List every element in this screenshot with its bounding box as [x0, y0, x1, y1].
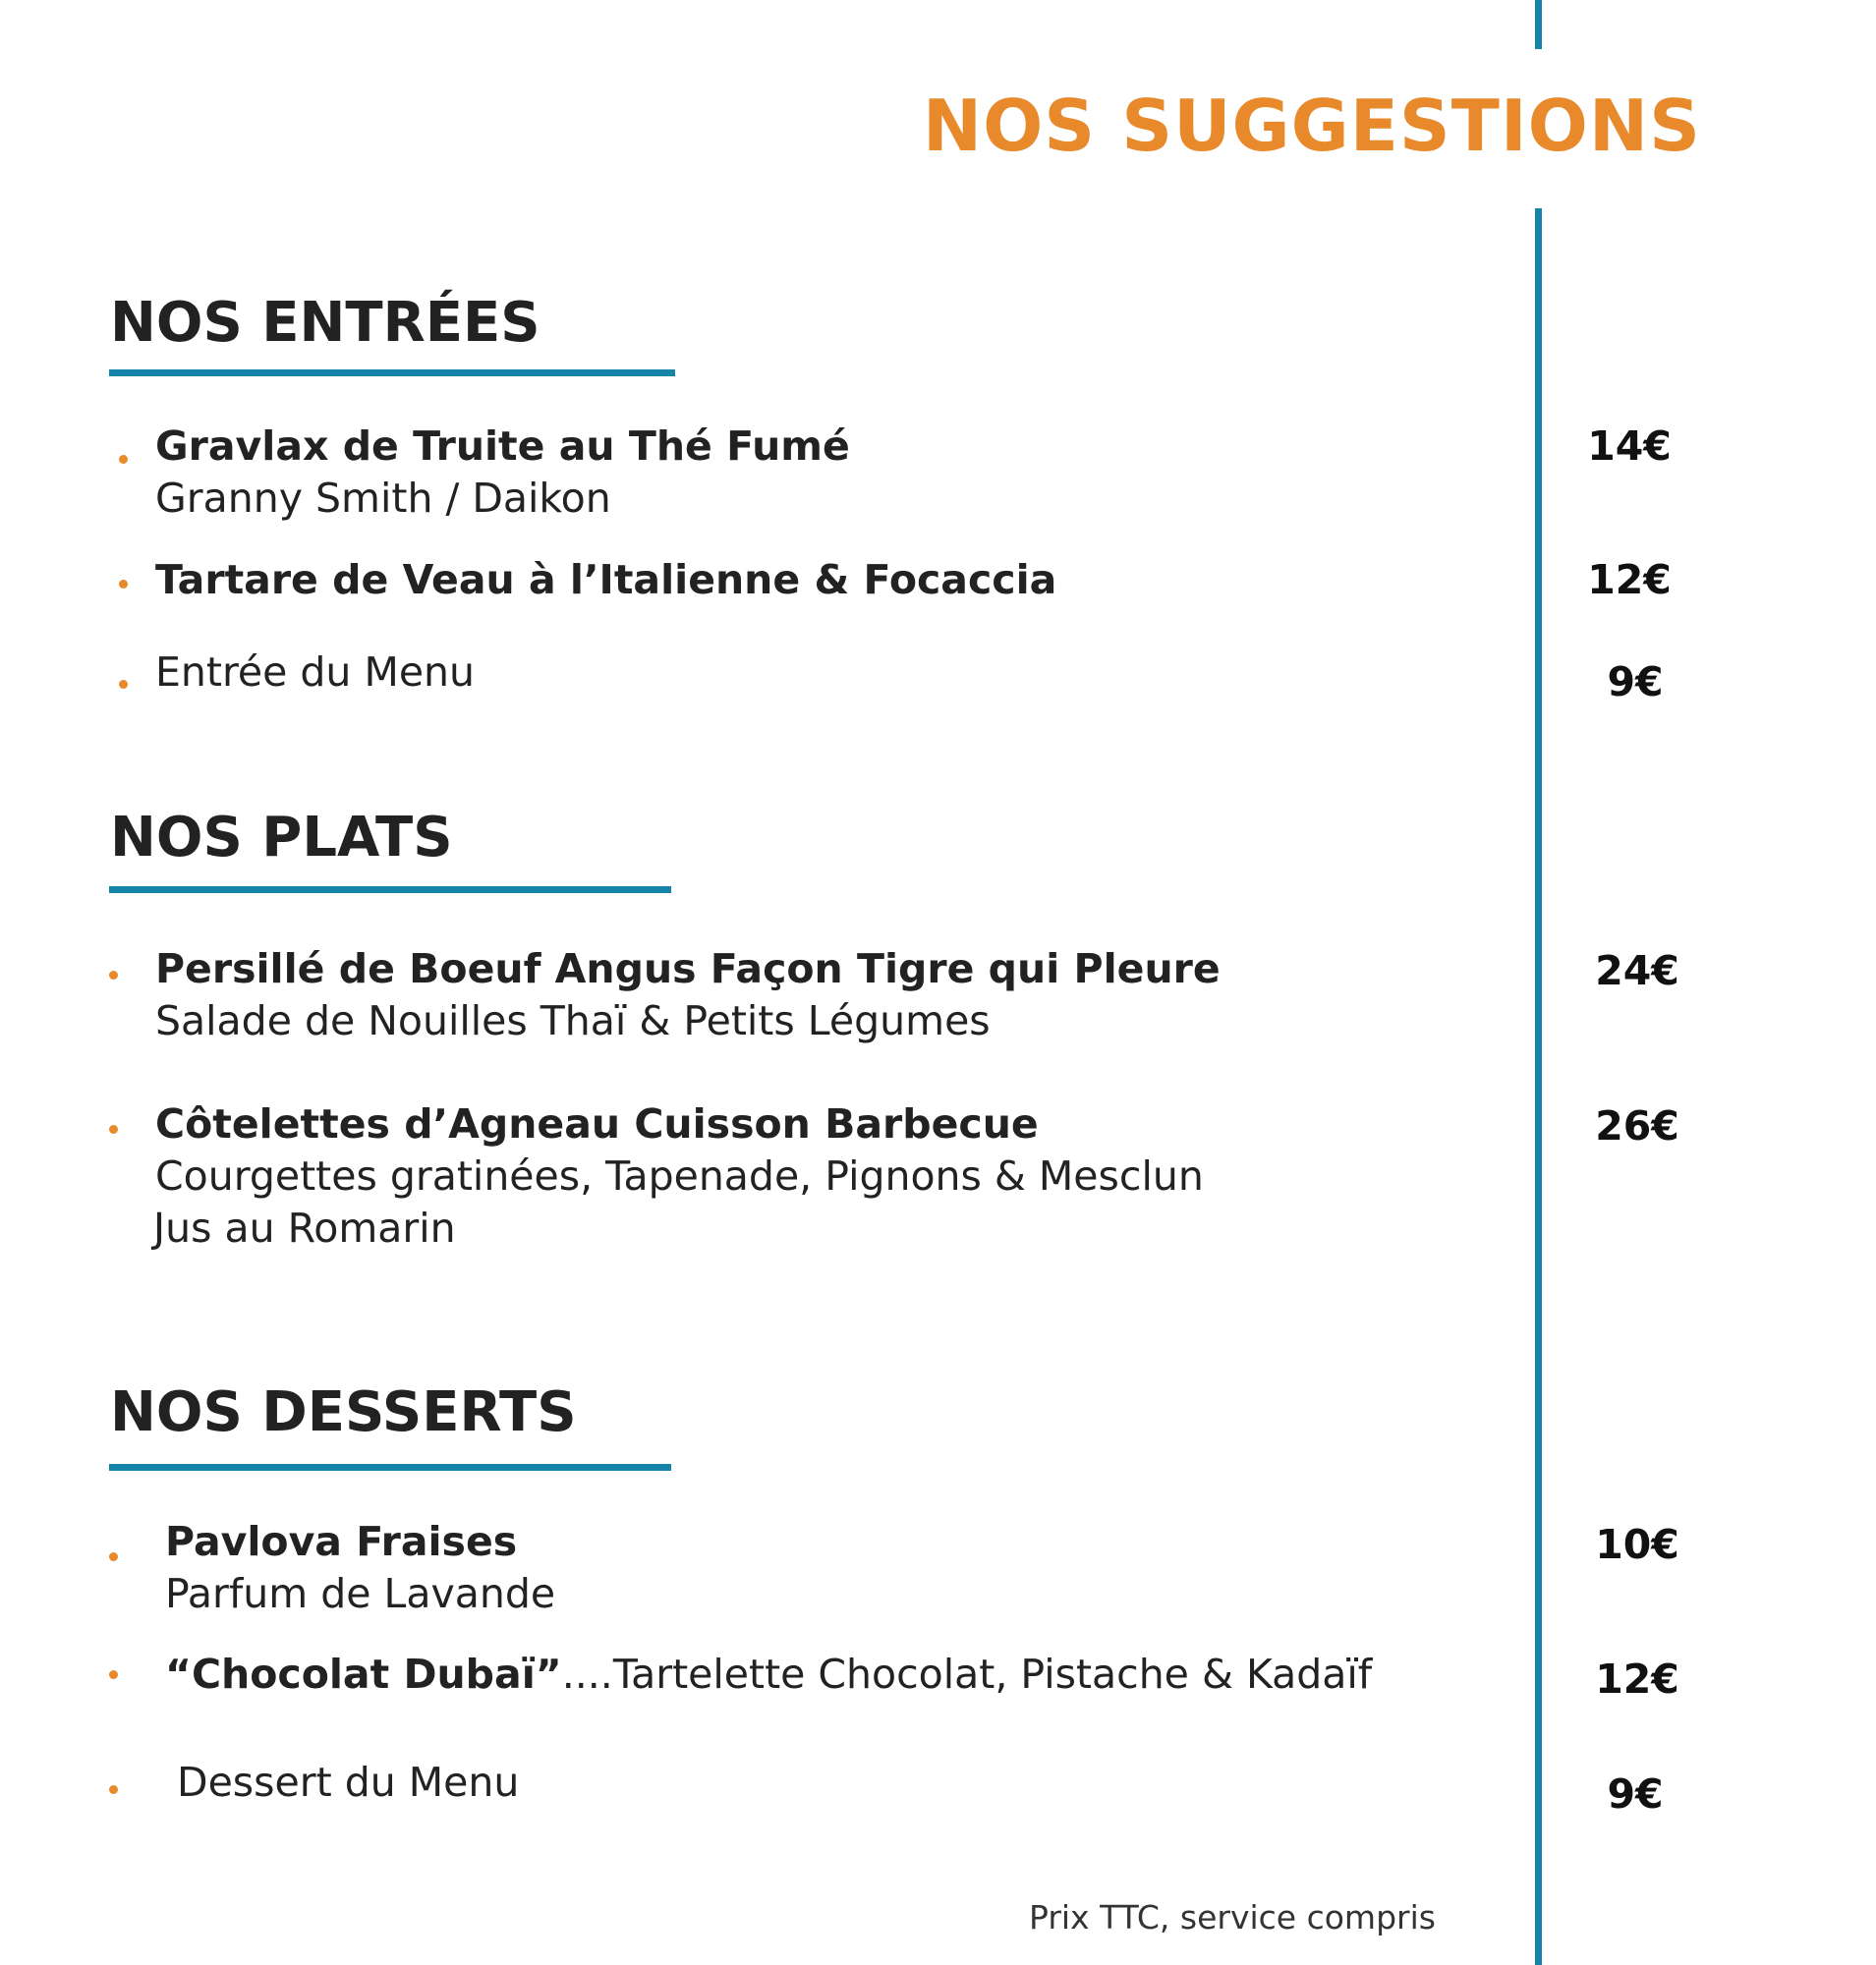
bullet-dot-icon: [109, 1670, 118, 1679]
item-price: 12€: [1587, 556, 1672, 603]
vertical-rule: [1535, 208, 1542, 1965]
item-price: 26€: [1595, 1102, 1679, 1150]
bullet-dot-icon: [109, 1552, 118, 1561]
bullet-dot-icon: [119, 680, 128, 689]
section-title-entrees: NOS ENTRÉES: [110, 291, 540, 355]
item-name: Entrée du Menu: [155, 648, 476, 696]
item-description: Courgettes gratinées, Tapenade, Pignons & Mesclun: [155, 1152, 1204, 1200]
item-description: ....Tartelette Chocolat, Pistache & Kadaïf: [561, 1651, 1373, 1698]
section-underline-entrees: [109, 369, 675, 376]
item-price: 9€: [1607, 658, 1664, 705]
bullet-dot-icon: [119, 455, 128, 464]
bullet-dot-icon: [109, 1125, 118, 1134]
item-price: 24€: [1595, 947, 1679, 994]
item-price: 10€: [1595, 1521, 1679, 1568]
item-name: Côtelettes d’Agneau Cuisson Barbecue: [155, 1100, 1039, 1148]
item-name-line: [165, 1651, 1372, 1698]
item-price: 9€: [1607, 1770, 1664, 1818]
section-underline-plats: [109, 886, 671, 893]
item-description: Granny Smith / Daikon: [155, 475, 611, 522]
bullet-dot-icon: [109, 1785, 118, 1794]
footer-note: Prix TTC, service compris: [1029, 1898, 1436, 1937]
item-name: Tartare de Veau à l’Italienne & Focaccia: [155, 556, 1057, 603]
item-name: Persillé de Boeuf Angus Façon Tigre qui Pleure: [155, 945, 1221, 992]
item-name: “Chocolat Dubaï”: [165, 1651, 562, 1698]
bullet-dot-icon: [119, 580, 128, 589]
page-title: NOS SUGGESTIONS: [922, 84, 1701, 167]
item-name: Gravlax de Truite au Thé Fumé: [155, 422, 850, 470]
item-name: Dessert du Menu: [177, 1759, 520, 1806]
item-description-2: Jus au Romarin: [153, 1205, 456, 1252]
section-underline-desserts: [109, 1464, 671, 1471]
item-price: 12€: [1595, 1656, 1679, 1703]
section-title-plats: NOS PLATS: [110, 806, 453, 870]
item-price: 14€: [1587, 422, 1672, 470]
bullet-dot-icon: [109, 971, 118, 980]
item-description: Salade de Nouilles Thaï & Petits Légumes: [155, 997, 991, 1044]
item-description: Parfum de Lavande: [165, 1570, 556, 1617]
item-name: Pavlova Fraises: [165, 1518, 518, 1565]
section-title-desserts: NOS DESSERTS: [110, 1380, 577, 1444]
vertical-rule-top: [1535, 0, 1542, 49]
